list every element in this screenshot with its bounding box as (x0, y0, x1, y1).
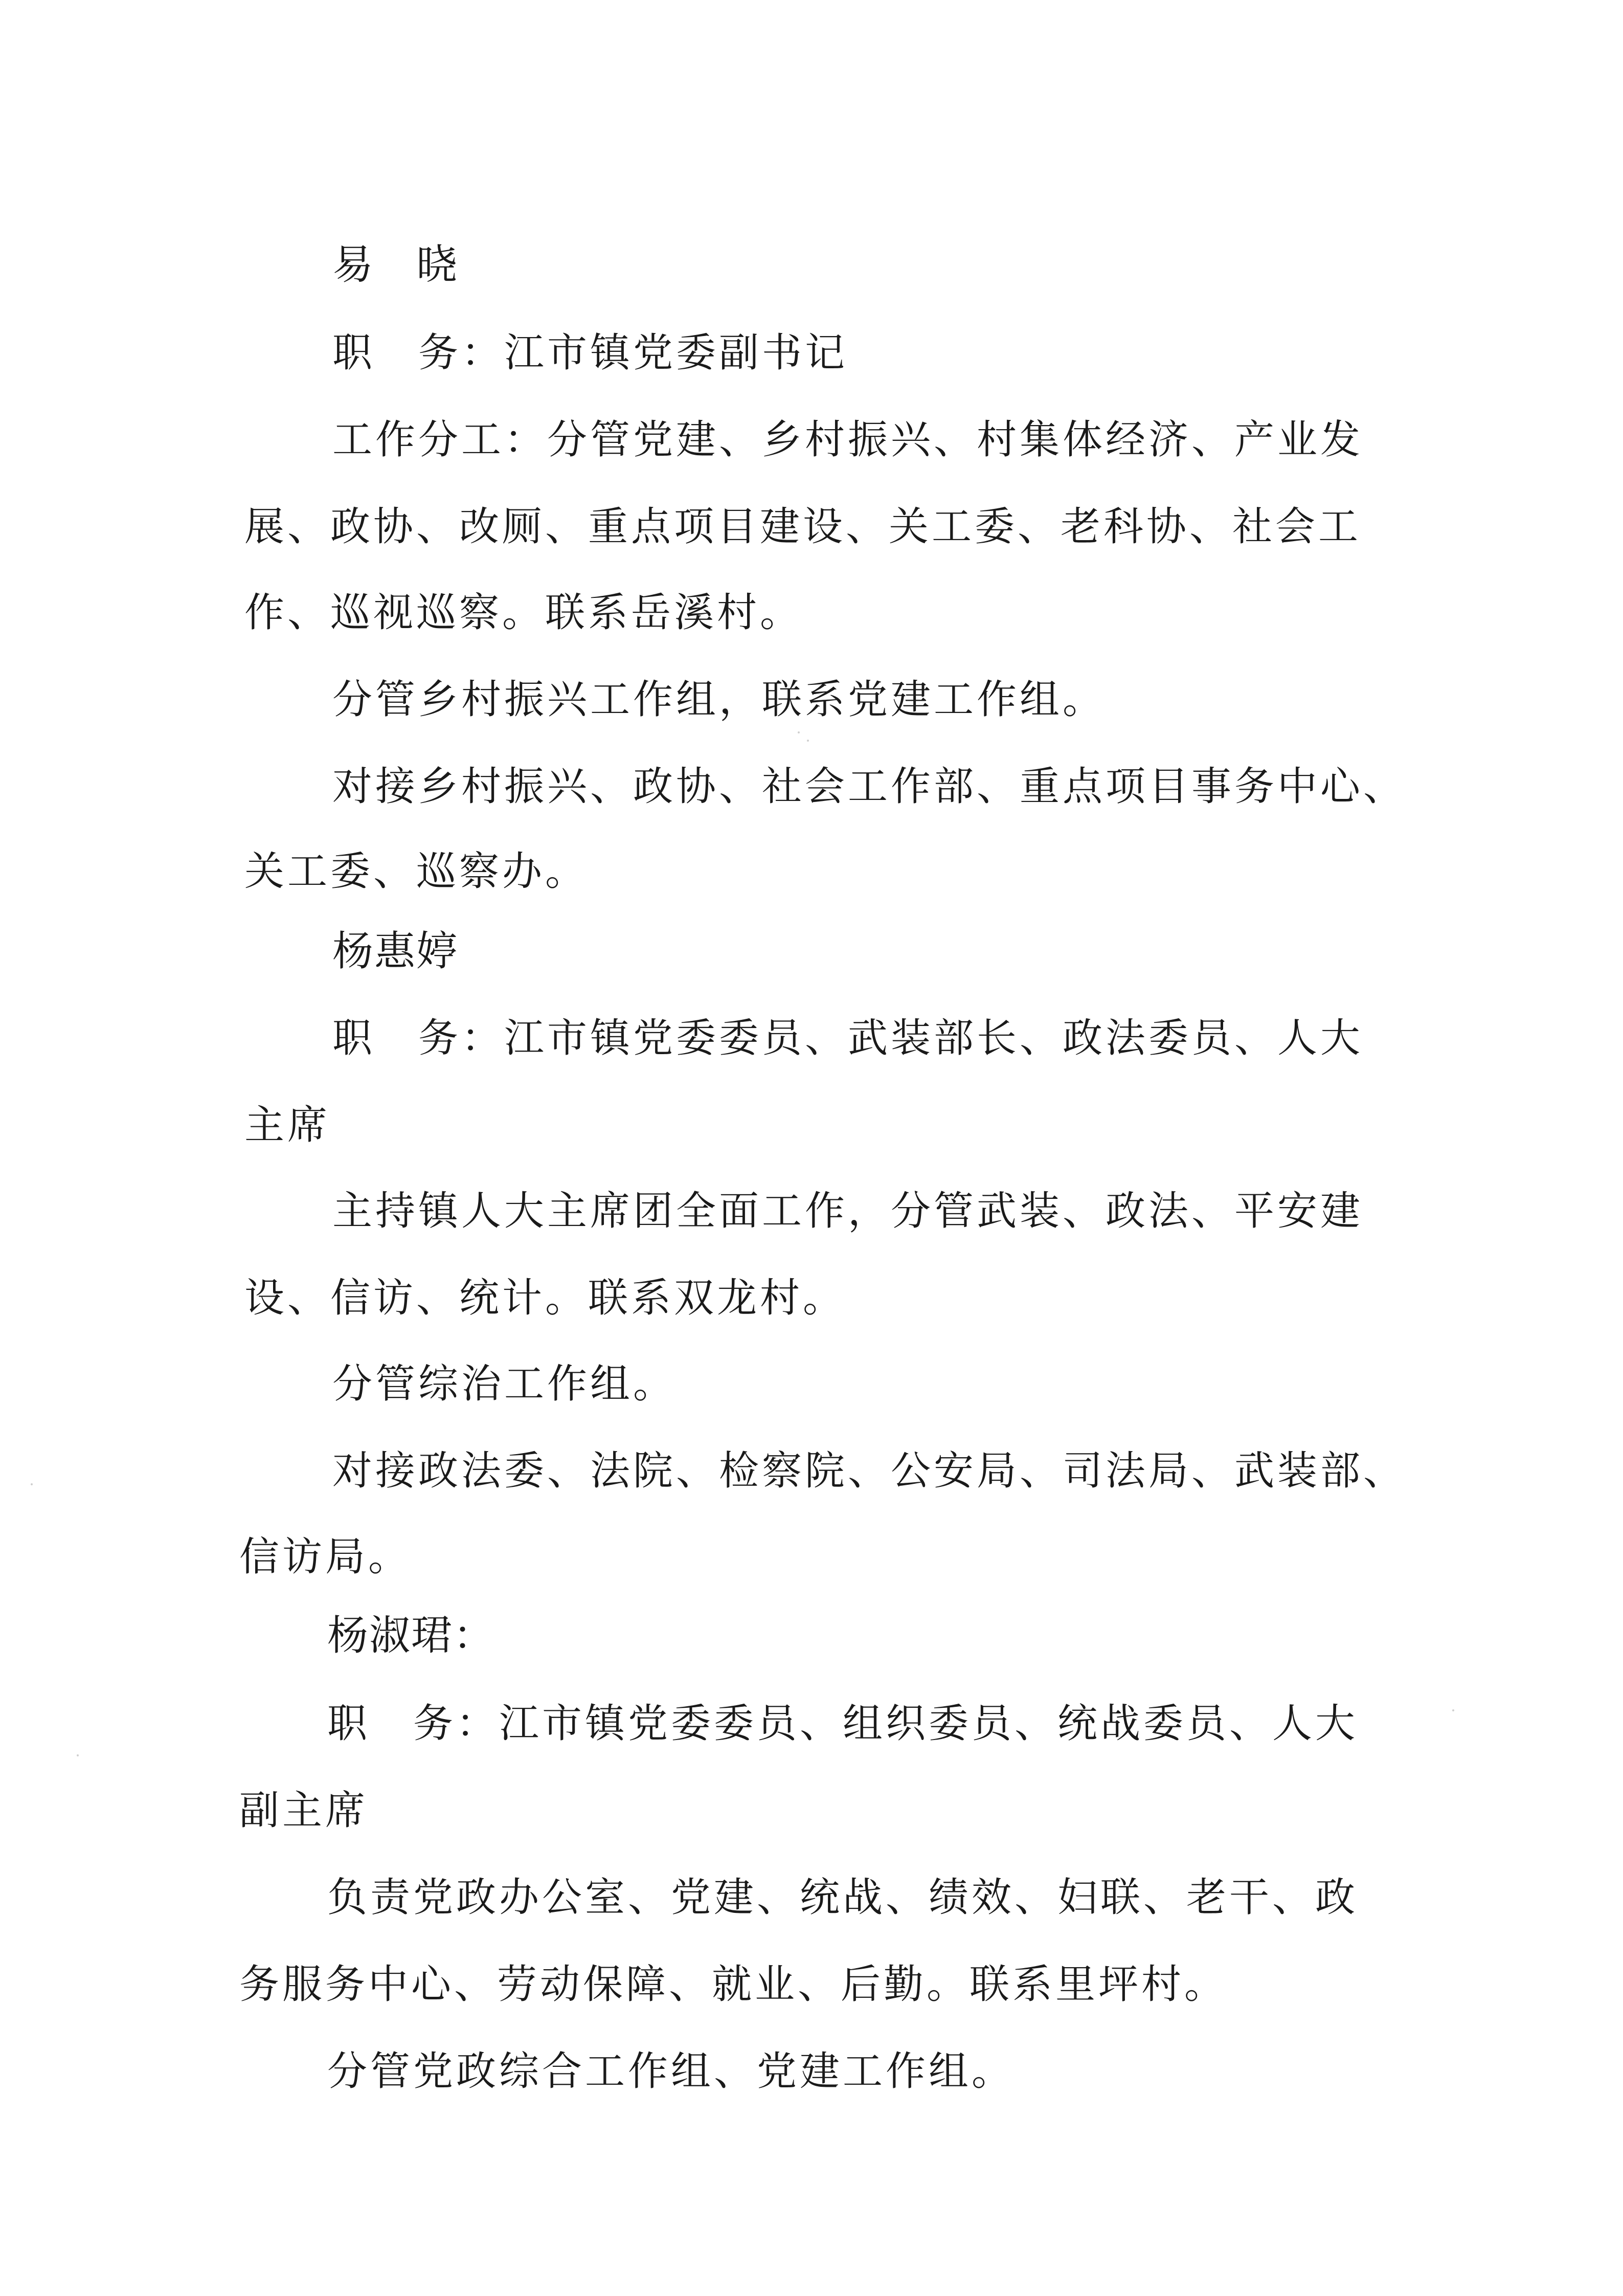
dock-line: 信访局。 (239, 1534, 412, 1580)
official-name-yang-shujun: 杨淑珺： (327, 1612, 495, 1659)
dock-line: 对接政法委、法院、检察院、公安局、司法局、武装部、 (332, 1448, 1407, 1494)
position-text: 江市镇党委副书记 (504, 330, 848, 376)
scan-speck (807, 740, 809, 742)
duties-line: 务服务中心、劳动保障、就业、后勤。联系里坪村。 (239, 1961, 1228, 2008)
scan-speck (77, 1754, 79, 1756)
duties-line: 主持镇人大主席团全面工作，分管武装、政法、平安建 (332, 1188, 1364, 1234)
duties-line: 工作分工：分管党建、乡村振兴、村集体经济、产业发 (332, 417, 1364, 463)
position-text: 江市镇党委委员、组织委员、统战委员、人大 (499, 1701, 1359, 1747)
supervise-line: 分管综治工作组。 (332, 1361, 677, 1407)
position-text: 江市镇党委委员、武装部长、政法委员、人大 (504, 1015, 1364, 1061)
position-line-continued: 主席 (244, 1102, 331, 1148)
official-name-yi-xiao: 易 晓 (332, 241, 458, 288)
duties-line: 设、信访、统计。联系双龙村。 (244, 1275, 846, 1321)
dock-line: 关工委、巡察办。 (244, 849, 589, 895)
scan-speck (798, 731, 800, 733)
supervise-line: 分管乡村振兴工作组，联系党建工作组。 (332, 677, 1106, 723)
scan-speck (31, 1483, 33, 1485)
dock-line: 对接乡村振兴、政协、社会工作部、重点项目事务中心、 (332, 764, 1407, 810)
position-line (327, 1698, 1358, 1749)
official-name-yang-huiting: 杨惠婷 (332, 927, 458, 975)
duties-line: 作、巡视巡察。联系岳溪村。 (244, 590, 803, 636)
position-label: 职 务： (332, 1015, 505, 1061)
position-line (332, 327, 848, 378)
position-line (332, 1013, 1363, 1064)
position-line-continued: 副主席 (239, 1788, 369, 1834)
position-label: 职 务： (332, 330, 505, 376)
supervise-line: 分管党政综合工作组、党建工作组。 (327, 2048, 1015, 2094)
scan-speck (1452, 1709, 1454, 1711)
duties-line: 展、政协、改厕、重点项目建设、关工委、老科协、社会工 (244, 504, 1362, 550)
duties-line: 负责党政办公室、党建、统战、绩效、妇联、老干、政 (327, 1875, 1359, 1921)
position-label: 职 务： (327, 1701, 500, 1747)
